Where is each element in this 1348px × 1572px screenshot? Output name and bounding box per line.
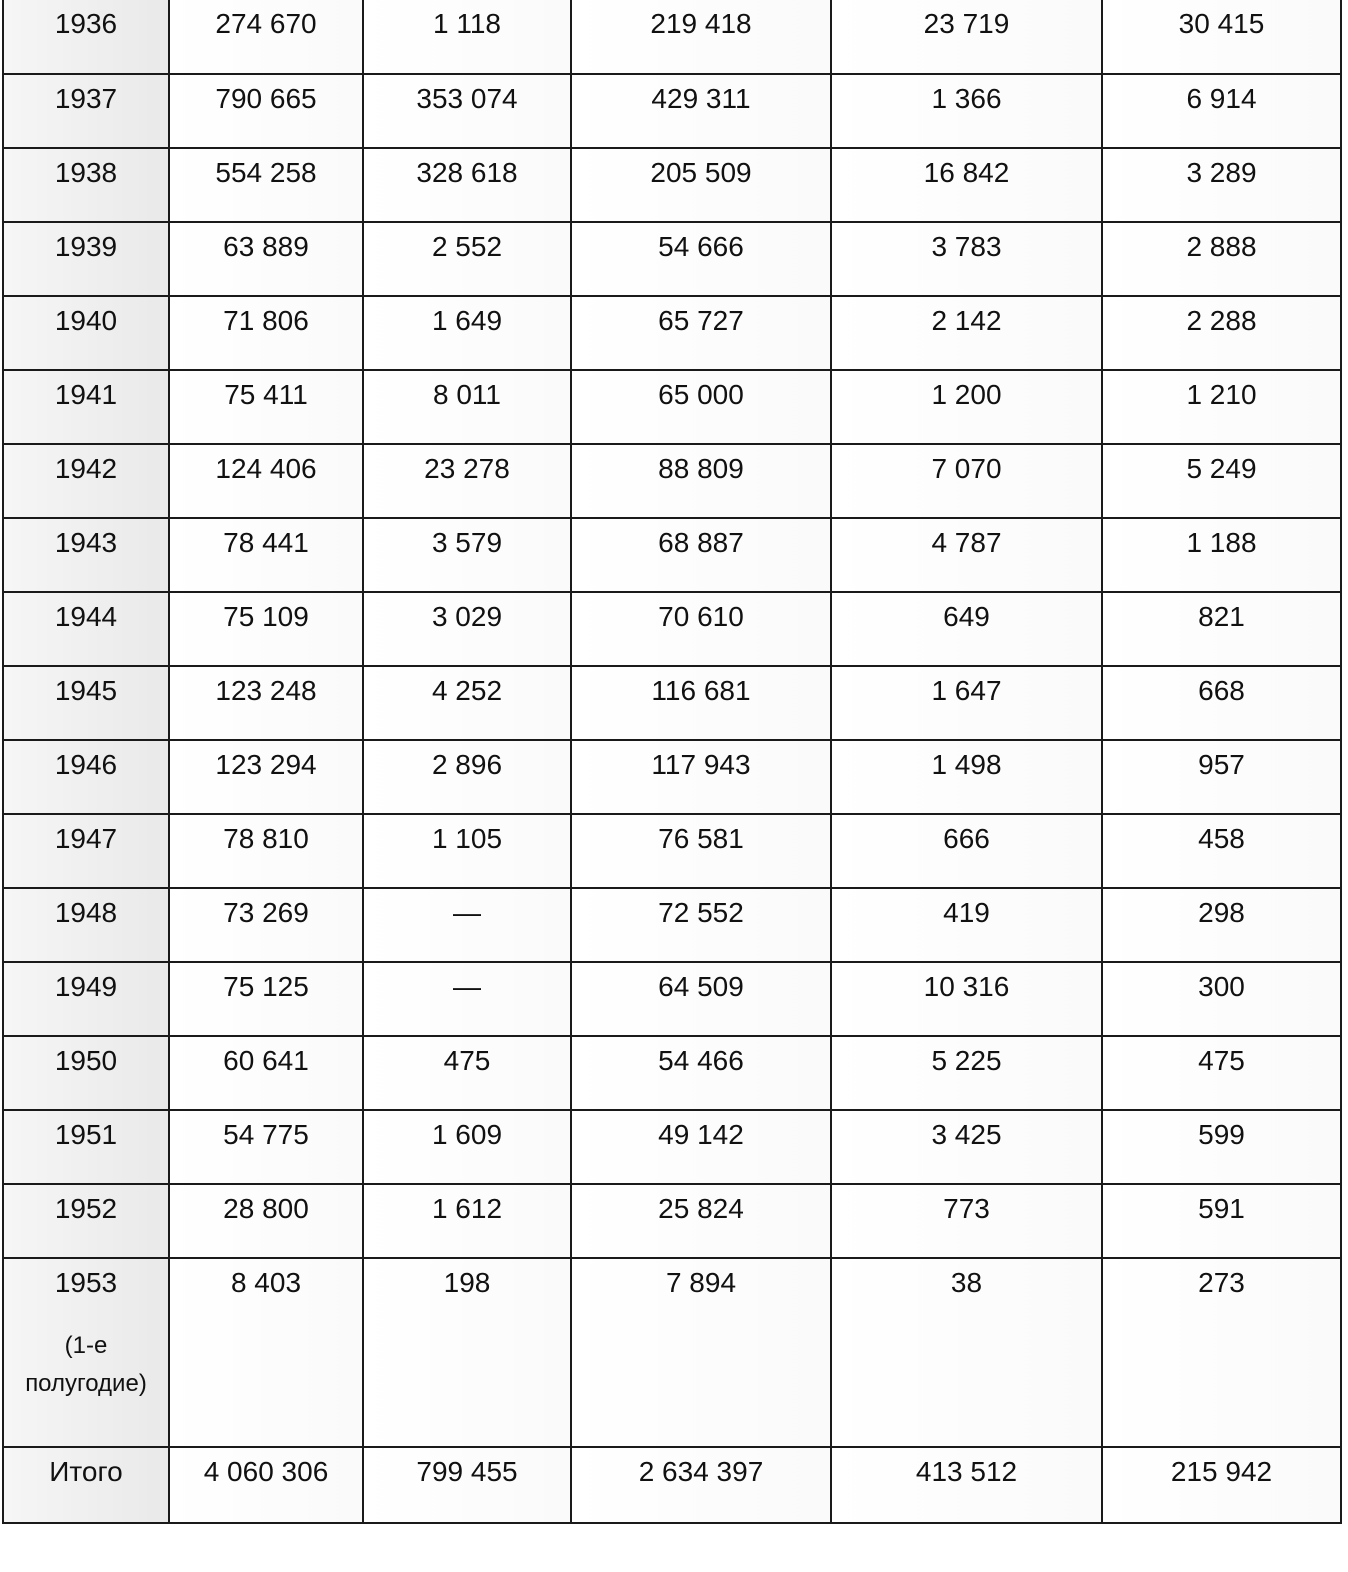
- year-cell: 1940: [3, 296, 169, 370]
- year-cell: 1938: [3, 148, 169, 222]
- value-cell: 957: [1102, 740, 1341, 814]
- table-row: [3, 370, 1341, 444]
- value-cell: 458: [1102, 814, 1341, 888]
- value-cell: 60 641: [169, 1036, 363, 1110]
- year-cell: 1936: [3, 0, 169, 74]
- value-cell: 124 406: [169, 444, 363, 518]
- value-cell: 54 666: [571, 222, 831, 296]
- value-cell: 117 943: [571, 740, 831, 814]
- value-cell: 649: [831, 592, 1102, 666]
- value-cell: 49 142: [571, 1110, 831, 1184]
- total-cell: 4 060 306: [169, 1447, 363, 1523]
- value-cell: 821: [1102, 592, 1341, 666]
- value-cell: 219 418: [571, 0, 831, 74]
- value-cell: 65 000: [571, 370, 831, 444]
- value-cell: 23 719: [831, 0, 1102, 74]
- table-row: [3, 148, 1341, 222]
- year-label: 1953: [54, 1267, 118, 1298]
- table-row: [3, 888, 1341, 962]
- year-cell: 1942: [3, 444, 169, 518]
- data-table-container: [2, 0, 1340, 1524]
- value-cell: 116 681: [571, 666, 831, 740]
- value-cell: 78 441: [169, 518, 363, 592]
- value-cell: 298: [1102, 888, 1341, 962]
- value-cell: —: [363, 888, 571, 962]
- table-row: [3, 74, 1341, 148]
- value-cell: 76 581: [571, 814, 831, 888]
- value-cell: 668: [1102, 666, 1341, 740]
- value-cell: 2 888: [1102, 222, 1341, 296]
- year-cell: 1951: [3, 1110, 169, 1184]
- value-cell: 353 074: [363, 74, 571, 148]
- value-cell: 773: [831, 1184, 1102, 1258]
- year-cell: 1944: [3, 592, 169, 666]
- value-cell: 7 070: [831, 444, 1102, 518]
- value-cell: 68 887: [571, 518, 831, 592]
- value-cell: 65 727: [571, 296, 831, 370]
- value-cell: 2 288: [1102, 296, 1341, 370]
- value-cell: 5 249: [1102, 444, 1341, 518]
- value-cell: 599: [1102, 1110, 1341, 1184]
- value-cell: 1 498: [831, 740, 1102, 814]
- value-cell: 475: [1102, 1036, 1341, 1110]
- total-label: Итого: [3, 1447, 169, 1523]
- value-cell: 25 824: [571, 1184, 831, 1258]
- note-line: (1-е: [64, 1332, 108, 1359]
- value-cell: 6 914: [1102, 74, 1341, 148]
- table-row: [3, 444, 1341, 518]
- table-row: [3, 1036, 1341, 1110]
- value-cell: 328 618: [363, 148, 571, 222]
- value-cell: 1 118: [363, 0, 571, 74]
- value-cell: 3 289: [1102, 148, 1341, 222]
- value-cell: 7 894: [571, 1258, 831, 1447]
- value-cell: 75 109: [169, 592, 363, 666]
- total-cell: 413 512: [831, 1447, 1102, 1523]
- value-cell: 72 552: [571, 888, 831, 962]
- year-cell: 1941: [3, 370, 169, 444]
- value-cell: 28 800: [169, 1184, 363, 1258]
- value-cell: 88 809: [571, 444, 831, 518]
- year-cell: 1948: [3, 888, 169, 962]
- table-row: [3, 1184, 1341, 1258]
- table-row: [3, 518, 1341, 592]
- value-cell: 38: [831, 1258, 1102, 1447]
- value-cell: 3 029: [363, 592, 571, 666]
- value-cell: 205 509: [571, 148, 831, 222]
- table-row: [3, 740, 1341, 814]
- value-cell: 2 896: [363, 740, 571, 814]
- value-cell: 591: [1102, 1184, 1341, 1258]
- table-row: [3, 666, 1341, 740]
- year-cell: 1943: [3, 518, 169, 592]
- year-cell: 1950: [3, 1036, 169, 1110]
- table-row: [3, 0, 1341, 74]
- table-row: [3, 222, 1341, 296]
- table-row: [3, 962, 1341, 1036]
- value-cell: 1 609: [363, 1110, 571, 1184]
- value-cell: 4 787: [831, 518, 1102, 592]
- value-cell: 54 466: [571, 1036, 831, 1110]
- value-cell: 75 125: [169, 962, 363, 1036]
- value-cell: 123 248: [169, 666, 363, 740]
- value-cell: 1 105: [363, 814, 571, 888]
- total-cell: 799 455: [363, 1447, 571, 1523]
- year-cell: 1946: [3, 740, 169, 814]
- value-cell: 75 411: [169, 370, 363, 444]
- value-cell: 71 806: [169, 296, 363, 370]
- year-cell: [3, 1258, 169, 1447]
- value-cell: 1 366: [831, 74, 1102, 148]
- value-cell: 3 579: [363, 518, 571, 592]
- value-cell: 475: [363, 1036, 571, 1110]
- value-cell: 1 200: [831, 370, 1102, 444]
- value-cell: 3 425: [831, 1110, 1102, 1184]
- value-cell: 30 415: [1102, 0, 1341, 74]
- total-row: [3, 1447, 1341, 1523]
- value-cell: 274 670: [169, 0, 363, 74]
- year-cell: 1949: [3, 962, 169, 1036]
- value-cell: 73 269: [169, 888, 363, 962]
- value-cell: 666: [831, 814, 1102, 888]
- value-cell: 54 775: [169, 1110, 363, 1184]
- value-cell: 16 842: [831, 148, 1102, 222]
- table-row: [3, 1258, 1341, 1447]
- value-cell: 78 810: [169, 814, 363, 888]
- year-cell: 1937: [3, 74, 169, 148]
- value-cell: 1 210: [1102, 370, 1341, 444]
- value-cell: —: [363, 962, 571, 1036]
- total-cell: 2 634 397: [571, 1447, 831, 1523]
- value-cell: 273: [1102, 1258, 1341, 1447]
- value-cell: 198: [363, 1258, 571, 1447]
- year-cell: 1939: [3, 222, 169, 296]
- table-row: [3, 592, 1341, 666]
- value-cell: 64 509: [571, 962, 831, 1036]
- value-cell: 790 665: [169, 74, 363, 148]
- value-cell: 2 552: [363, 222, 571, 296]
- value-cell: 10 316: [831, 962, 1102, 1036]
- value-cell: 123 294: [169, 740, 363, 814]
- value-cell: 23 278: [363, 444, 571, 518]
- total-cell: 215 942: [1102, 1447, 1341, 1523]
- table-row: [3, 1110, 1341, 1184]
- value-cell: 2 142: [831, 296, 1102, 370]
- half-year-note: [8, 1327, 164, 1403]
- value-cell: 8 403: [169, 1258, 363, 1447]
- year-cell: 1947: [3, 814, 169, 888]
- value-cell: 429 311: [571, 74, 831, 148]
- value-cell: 5 225: [831, 1036, 1102, 1110]
- value-cell: 1 649: [363, 296, 571, 370]
- value-cell: 554 258: [169, 148, 363, 222]
- value-cell: 1 188: [1102, 518, 1341, 592]
- note-line: полугодие): [25, 1370, 147, 1397]
- value-cell: 300: [1102, 962, 1341, 1036]
- value-cell: 8 011: [363, 370, 571, 444]
- value-cell: 1 612: [363, 1184, 571, 1258]
- year-cell: 1952: [3, 1184, 169, 1258]
- value-cell: 4 252: [363, 666, 571, 740]
- value-cell: 63 889: [169, 222, 363, 296]
- value-cell: 419: [831, 888, 1102, 962]
- table-row: [3, 814, 1341, 888]
- value-cell: 3 783: [831, 222, 1102, 296]
- table-row: [3, 296, 1341, 370]
- year-cell: 1945: [3, 666, 169, 740]
- value-cell: 1 647: [831, 666, 1102, 740]
- statistics-table: [2, 0, 1342, 1524]
- value-cell: 70 610: [571, 592, 831, 666]
